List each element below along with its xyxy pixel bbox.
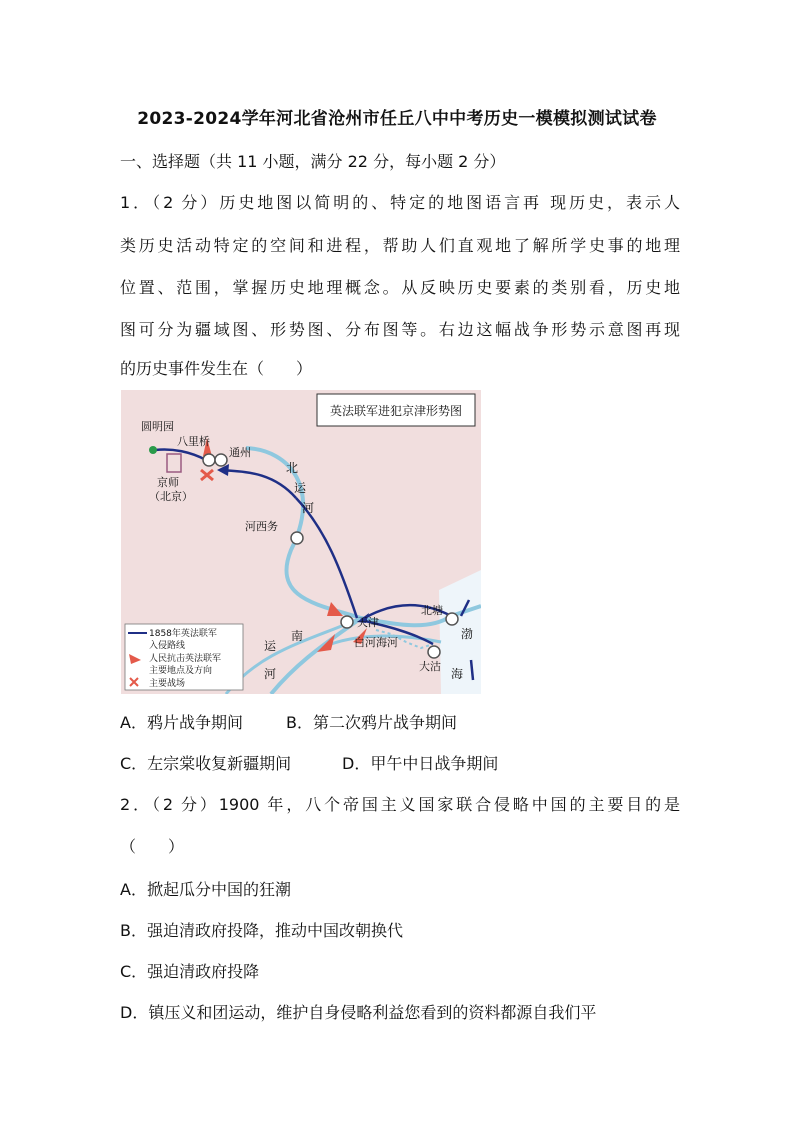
question-1-line-3: 位置、范围，掌握历史地理概念。从反映历史要素的类别看，历史地 xyxy=(120,278,680,297)
label-yun2: 运 xyxy=(264,639,277,653)
beitang-circle xyxy=(446,613,458,625)
legend-resist-line2: 主要地点及方向 xyxy=(149,666,213,676)
map-legend xyxy=(125,624,243,690)
tongzhou-circle xyxy=(215,454,227,466)
baliqiao-circle xyxy=(203,454,215,466)
label-beitang: 北塘 xyxy=(421,604,443,617)
label-tianjin: 天津 xyxy=(357,616,379,629)
question-2-line-2: （ ） xyxy=(120,837,185,856)
question-1-option-c[interactable]: C．左宗棠收复新疆期间 xyxy=(120,754,292,773)
question-1-line-1: 1．（2 分）历史地图以简明的、特定的地图语言再 现历史，表示人 xyxy=(120,193,680,212)
question-1-option-b[interactable]: B．第二次鸦片战争期间 xyxy=(286,713,457,732)
label-he2: 河 xyxy=(264,667,277,681)
page-title: 2023-2024学年河北省沧州市任丘八中中考历史一模模拟测试试卷 xyxy=(137,109,657,129)
label-hexiwu: 河西务 xyxy=(245,520,278,533)
war-situation-map xyxy=(121,390,481,694)
dagu-circle xyxy=(428,646,440,658)
question-2-option-a[interactable]: A．掀起瓜分中国的狂潮 xyxy=(120,880,291,899)
legend-resist-line1: 人民抗击英法联军 xyxy=(149,654,222,664)
legend-battle: 主要战场 xyxy=(149,679,186,689)
label-baliqiao: 八里桥 xyxy=(177,435,210,448)
label-dagu: 大沽 xyxy=(419,660,441,673)
legend-route-line1: 1858年英法联军 xyxy=(149,629,217,639)
question-1-line-2: 类历史活动特定的空间和进程，帮助人们直观地了解所学史事的地理 xyxy=(120,236,680,255)
label-yuanmingyuan: 圆明园 xyxy=(141,420,174,433)
label-hai: 海 xyxy=(451,667,464,681)
label-he: 河 xyxy=(302,501,315,515)
jingshi-symbol xyxy=(167,454,181,472)
tianjin-circle xyxy=(341,616,353,628)
label-baihe: 白河海河 xyxy=(354,636,398,649)
label-beijing: （北京） xyxy=(149,490,193,503)
section-heading: 一、选择题（共 11 小题，满分 22 分，每小题 2 分） xyxy=(120,152,506,171)
question-2-option-d[interactable]: D．镇压义和团运动，维护自身侵略利益您看到的资料都源自我们平 xyxy=(120,1003,597,1022)
question-2-option-c[interactable]: C．强迫清政府投降 xyxy=(120,962,260,981)
question-1-line-5: 的历史事件发生在（ ） xyxy=(120,359,313,378)
question-2-option-b[interactable]: B．强迫清政府投降，推动中国改朝换代 xyxy=(120,921,403,940)
label-jingshi: 京师 xyxy=(157,476,179,489)
label-nan: 南 xyxy=(291,629,304,643)
label-bo: 渤 xyxy=(461,627,474,641)
hexiwu-circle xyxy=(291,532,303,544)
legend-route-line2: 入侵路线 xyxy=(149,641,186,651)
label-yun: 运 xyxy=(294,481,307,495)
label-bei: 北 xyxy=(286,461,299,475)
label-tongzhou: 通州 xyxy=(229,446,251,459)
yuanmingyuan-dot xyxy=(149,446,157,454)
question-2-line-1: 2．（2 分）1900 年，八个帝国主义国家联合侵略中国的主要目的是 xyxy=(120,795,680,814)
question-1-line-4: 图可分为疆域图、形势图、分布图等。右边这幅战争形势示意图再现 xyxy=(120,320,680,339)
map-title: 英法联军进犯京津形势图 xyxy=(329,404,463,418)
question-1-option-a[interactable]: A．鸦片战争期间 xyxy=(120,713,243,732)
question-1-option-d[interactable]: D．甲午中日战争期间 xyxy=(342,754,499,773)
